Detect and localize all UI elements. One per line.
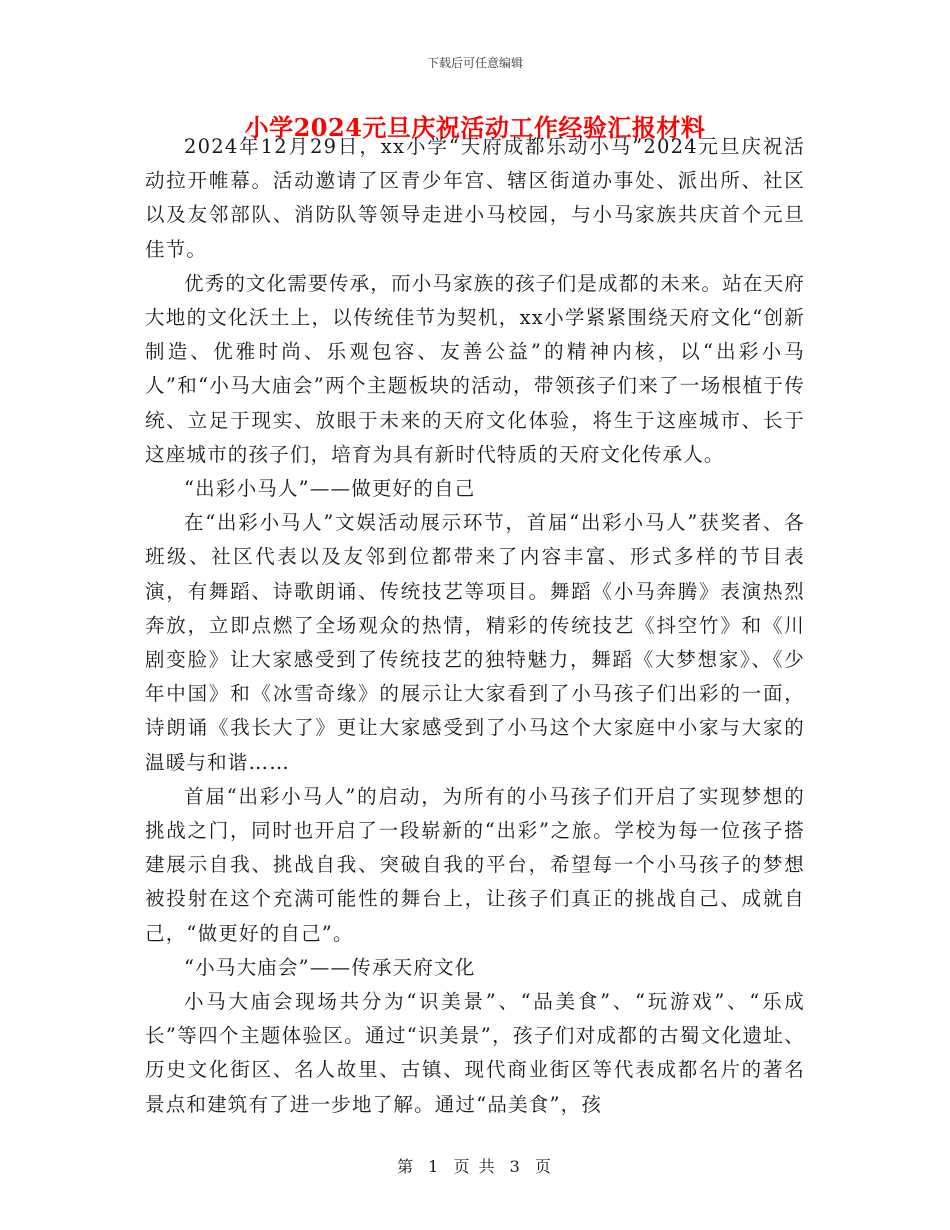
section-heading-chucai: “出彩小马人”——做更好的自己 — [184, 477, 476, 501]
paragraph-launch: 首届“出彩小马人”的启动，为所有的小马孩子们开启了实现梦想的挑战之门，同时也开启了一段崭新的“出彩”之旅。学校为每一位孩子搭建展示自我、挑战自我、突破自我的平台，希望每一个小马孩子的梦想被投射在这个充满可能性的舞台上，让孩子们真正的挑战自己、成就自己，“做更好的自己”。 — [145, 784, 805, 945]
footer-current-page: 1 — [428, 1157, 441, 1176]
section-heading-miaohui: “小马大庙会”——传承天府文化 — [184, 955, 476, 979]
header-note: 下载后可任意编辑 — [426, 56, 523, 70]
paragraph-performances: 在“出彩小马人”文娱活动展示环节，首届“出彩小马人”获奖者、各班级、社区代表以及友邻到位都带来了内容丰富、形式多样的节目表演，有舞蹈、诗歌朗诵、传统技艺等项目。舞蹈《小马奔腾》表演热烈奔放，立即点燃了全场观众的热情，精彩的传统技艺《抖空竹》和《川剧变脸》让大家感受到了传统技艺的独特魅力，舞蹈《大梦想家》、《少年中国》和《冰雪奇缘》的展示让大家看到了小马孩子们出彩的一面，诗朗诵《我长大了》更让大家感受到了小马这个大家庭中小家与大家的温暖与和谐…… — [145, 511, 805, 774]
document-title: 小学2024元旦庆祝活动工作经验汇报材料 — [244, 113, 706, 142]
footer-suffix: 页 — [534, 1157, 553, 1176]
paragraph-culture: 优秀的文化需要传承，而小马家族的孩子们是成都的未来。站在天府大地的文化沃土上，以传统佳节为契机，xx小学紧紧围绕天府文化“创新制造、优雅时尚、乐观包容、友善公益”的精神内核，以“出彩小马人”和“小马大庙会”两个主题板块的活动，带领孩子们来了一场根植于传统、立足于现实、放眼于未来的天府文化体验，将生于这座城市、长于这座城市的孩子们，培育为具有新时代特质的天府文化传承人。 — [145, 271, 806, 466]
footer-total-pages: 3 — [509, 1157, 522, 1176]
document-body — [145, 130, 805, 1122]
paragraph-intro: 2024年12月29日，xx小学“天府成都乐动小马”2024元旦庆祝活动拉开帷幕。活动邀请了区青少年宫、辖区街道办事处、派出所、社区以及友邻部队、消防队等领导走进小马校园，与小马家族共庆首个元旦佳节。 — [145, 135, 805, 261]
page-footer — [0, 1154, 950, 1177]
paragraph-miaohui: 小马大庙会现场共分为“识美景”、“品美食”、“玩游戏”、“乐成长”等四个主题体验区。通过“识美景”，孩子们对成都的古蜀文化遗址、历史文化街区、名人故里、古镇、现代商业街区等代表成都名片的著名景点和建筑有了进一步地了解。通过“品美食”，孩 — [145, 990, 805, 1116]
footer-middle: 页 共 — [453, 1157, 497, 1176]
footer-prefix: 第 — [397, 1157, 416, 1176]
